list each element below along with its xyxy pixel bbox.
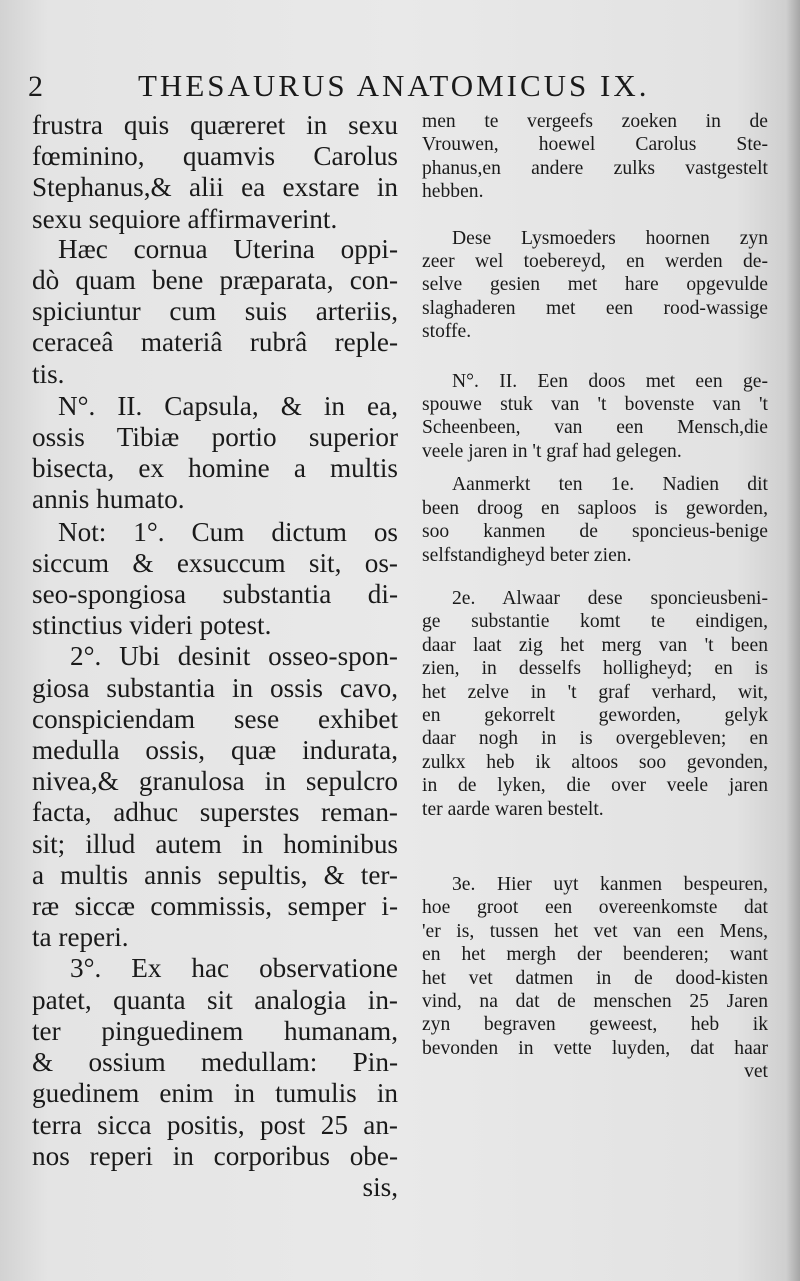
text-line: annis humato. xyxy=(32,484,185,515)
text-line: hoe groot een overeenkomste dat xyxy=(422,897,768,919)
text-line: tis. xyxy=(32,358,65,389)
text-line: patet, quanta sit analogia in- xyxy=(32,984,398,1015)
text-line: frustra quis quæreret in sexu xyxy=(32,110,398,140)
text-line: selve gesien met hare opgevulde xyxy=(422,274,768,296)
text-line: medulla ossis, quæ indurata, xyxy=(32,735,398,766)
text-line: spouwe stuk van 't bovenste van 't xyxy=(422,394,768,416)
text-line: nos reperi in corporibus obe- xyxy=(32,1140,398,1171)
text-line: bisecta, ex homine a multis xyxy=(32,453,398,484)
text-line: 3e. Hier uyt kanmen bespeuren, xyxy=(452,873,768,895)
text-line: Aanmerkt ten 1e. Nadien dit xyxy=(452,474,768,496)
text-line: daar nogh in is overgebleven; en xyxy=(422,728,768,750)
text-line: spiciuntur cum suis arteriis, xyxy=(32,296,398,327)
dutch-paragraph-2 xyxy=(422,227,768,344)
text-line: men te vergeefs zoeken in de xyxy=(422,111,768,132)
text-line: vind, na dat de menschen 25 Jaren xyxy=(422,991,768,1012)
dutch-paragraph-6 xyxy=(422,873,768,1084)
text-line: zyn begraven geweest, heb ik xyxy=(422,1014,768,1036)
text-line: bevonden in vette luyden, dat haar xyxy=(422,1037,768,1059)
text-line: phanus,en andere zulks vastgestelt xyxy=(422,157,768,179)
text-line: veele jaren in 't graf had gelegen. xyxy=(422,440,682,462)
page-number: 2 xyxy=(28,70,43,103)
text-line: N°. II. Een doos met een ge- xyxy=(452,370,768,392)
text-line: nivea,& granulosa in sepulcro xyxy=(32,766,398,797)
text-line: hebben. xyxy=(422,181,484,203)
text-line: Dese Lysmoeders hoornen zyn xyxy=(452,227,768,249)
text-line: ossis Tibiæ portio superior xyxy=(32,422,398,453)
catchword: vet xyxy=(744,1061,768,1083)
text-line: 'er is, tussen het vet van een Mens, xyxy=(422,920,768,942)
text-line: sit; illud autem in hominibus xyxy=(32,828,398,859)
dutch-paragraph-1 xyxy=(422,110,768,204)
text-line: soo kanmen de sponcieus-benige xyxy=(422,521,768,543)
text-line: selfstandigheyd beter zien. xyxy=(422,544,632,566)
text-line: siccum & exsuccum sit, os- xyxy=(32,547,398,578)
text-line: sexu sequiore affirmaverint. xyxy=(32,203,338,234)
text-line: conspiciendam sese exhibet xyxy=(32,703,398,734)
text-line: slaghaderen met een rood-wassige xyxy=(422,297,768,319)
text-line: stinctius videri potest. xyxy=(32,610,272,641)
text-line: het zelve in 't graf verhard, wit, xyxy=(422,681,768,703)
dutch-column xyxy=(422,110,768,1084)
text-line: 2e. Alwaar dese sponcieusbeni- xyxy=(452,587,768,609)
latin-column xyxy=(32,110,398,1203)
text-line: zien, in desselfs holligheyd; en is xyxy=(422,658,768,680)
text-line: terra sicca positis, post 25 an- xyxy=(32,1109,398,1140)
text-line: daar laat zig het merg van 't been xyxy=(422,634,768,656)
dutch-paragraph-3 xyxy=(422,370,768,464)
text-line: stoffe. xyxy=(422,321,472,343)
text-line: Scheenbeen, van een Mensch,die xyxy=(422,417,768,439)
text-line: a multis annis sepultis, & ter- xyxy=(32,859,398,890)
text-line: & ossium medullam: Pin- xyxy=(32,1047,398,1078)
text-line: giosa substantia in ossis cavo, xyxy=(32,672,398,703)
latin-paragraph-1 xyxy=(32,110,398,235)
text-line: 2°. Ubi desinit osseo-spon- xyxy=(70,641,398,672)
text-line: 3°. Ex hac observatione xyxy=(70,953,398,984)
running-title: THESAURUS ANATOMICUS IX. xyxy=(138,68,650,103)
latin-paragraph-6 xyxy=(32,953,398,1203)
latin-paragraph-4 xyxy=(32,517,398,642)
text-line: zeer wel toebereyd, en werden de- xyxy=(422,251,768,273)
running-header xyxy=(28,66,768,110)
text-line: zulkx heb ik altoos soo gevonden, xyxy=(422,751,768,773)
latin-paragraph-2 xyxy=(32,234,398,390)
text-line: seo-spongiosa substantia di- xyxy=(32,579,398,610)
text-line: fœminino, quamvis Carolus xyxy=(32,141,398,172)
text-line: Not: 1°. Cum dictum os xyxy=(58,516,398,547)
text-line: in de lyken, die over veele jaren xyxy=(422,775,768,797)
text-line: en het mergh der beenderen; want xyxy=(422,944,768,966)
text-line: Vrouwen, hoewel Carolus Ste- xyxy=(422,134,768,156)
latin-paragraph-5 xyxy=(32,641,398,953)
text-line: en gekorrelt geworden, gelyk xyxy=(422,704,768,726)
text-line: ge substantie komt te eindigen, xyxy=(422,611,768,633)
text-line: Stephanus,& alii ea exstare in xyxy=(32,172,398,203)
text-line: het vet datmen in de dood-kisten xyxy=(422,967,768,989)
text-line: ræ siccæ commissis, semper i- xyxy=(32,891,398,922)
text-line: ter aarde waren bestelt. xyxy=(422,798,604,820)
latin-paragraph-3 xyxy=(32,391,398,516)
text-line: sis, xyxy=(362,1171,398,1202)
dutch-paragraph-4 xyxy=(422,473,768,567)
text-line: ter pinguedinem humanam, xyxy=(32,1015,398,1046)
text-line: ta reperi. xyxy=(32,922,129,953)
text-line: dò quam bene præparata, con- xyxy=(32,265,398,296)
dutch-paragraph-5 xyxy=(422,587,768,821)
text-line: been droog en saploos is geworden, xyxy=(422,497,768,519)
text-line: N°. II. Capsula, & in ea, xyxy=(58,390,398,421)
text-line: Hæc cornua Uterina oppi- xyxy=(58,233,398,264)
text-line: guedinem enim in tumulis in xyxy=(32,1078,398,1109)
text-line: facta, adhuc superstes reman- xyxy=(32,797,398,828)
text-line: ceraceâ materiâ rubrâ reple- xyxy=(32,327,398,358)
